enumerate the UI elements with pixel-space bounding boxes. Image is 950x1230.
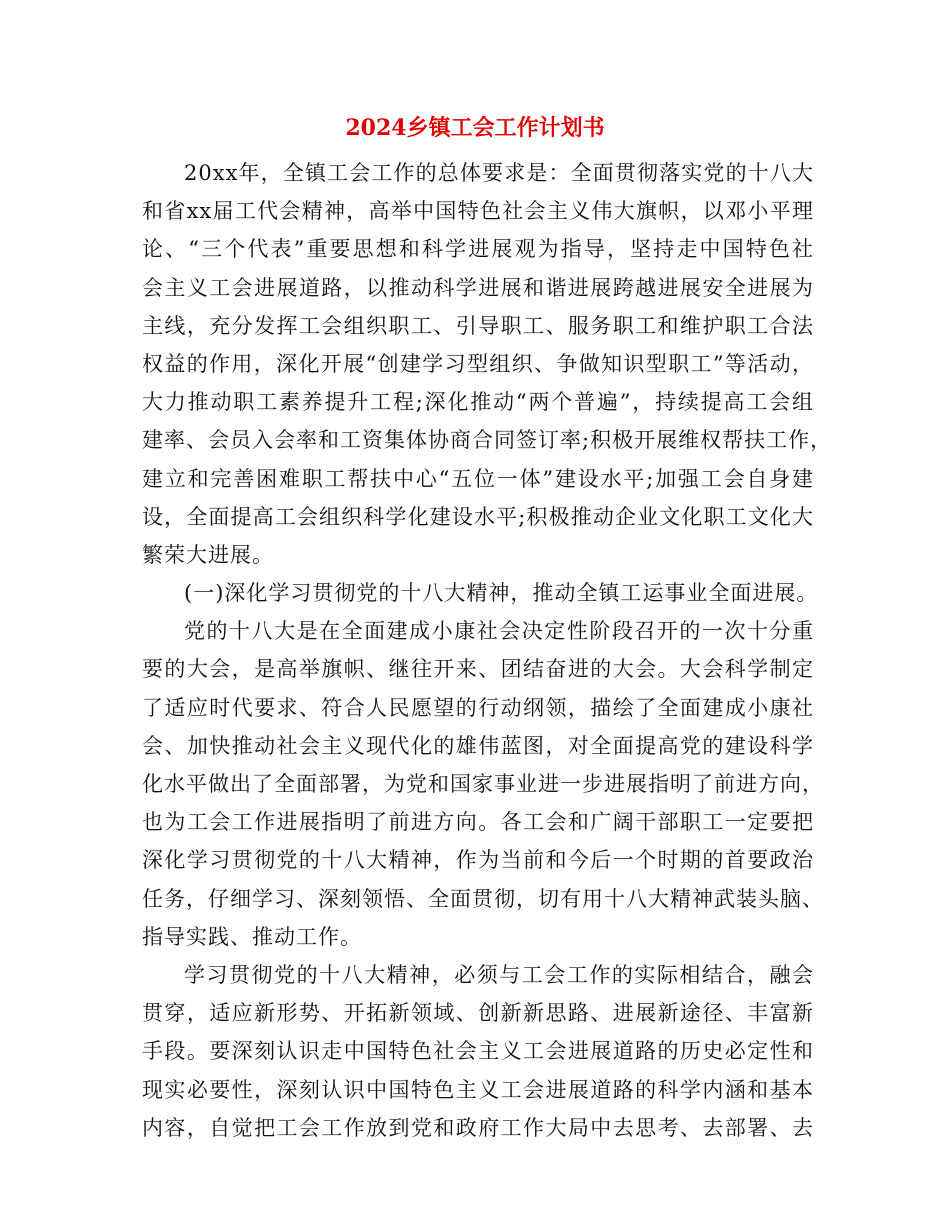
text-line: 建立和完善困难职工帮扶中心“五位一体”建设水平;加强工会自身建	[142, 466, 814, 491]
text-line: 设，全面提高工会组织科学化建设水平;积极推动企业文化职工文化大	[142, 504, 814, 529]
text-line: 指导实践、推动工作。	[142, 924, 362, 949]
text-line: 党的十八大是在全面建成小康社会决定性阶段召开的一次十分重	[184, 619, 814, 644]
text-line: 深化学习贯彻党的十八大精神，作为当前和今后一个时期的首要政治	[142, 848, 814, 873]
document-body	[142, 154, 833, 1147]
text-line: 权益的作用，深化开展“创建学习型组织、争做知识型职工”等活动，	[142, 351, 814, 376]
text-line: 主线，充分发挥工会组织职工、引导职工、服务职工和维护职工合法	[142, 313, 814, 338]
text-line: (一)深化学习贯彻党的十八大精神，推动全镇工运事业全面进展。	[184, 581, 819, 606]
text-line: 化水平做出了全面部署，为党和国家事业进一步进展指明了前进方向，	[142, 772, 824, 796]
text-line: 任务，仔细学习、深刻领悟、全面贯彻，切有用十八大精神武装头脑、	[142, 886, 824, 911]
text-line: 也为工会工作进展指明了前进方向。各工会和广阔干部职工一定要把	[142, 810, 814, 835]
text-line: 手段。要深刻认识走中国特色社会主义工会进展道路的历史必定性和	[142, 1039, 814, 1064]
text-line: 现实必要性，深刻认识中国特色主义工会进展道路的科学内涵和基本	[142, 1077, 814, 1102]
text-line: 了适应时代要求、符合人民愿望的行动纲领，描绘了全面建成小康社	[142, 695, 814, 720]
text-line: 和省xx届工代会精神，高举中国特色社会主义伟大旗帜，以邓小平理	[142, 199, 814, 224]
document-title: 2024乡镇工会工作计划书	[345, 115, 605, 141]
text-line: 内容，自觉把工会工作放到党和政府工作大局中去思考、去部署、去	[142, 1115, 814, 1140]
text-line: 建率、会员入会率和工资集体协商合同签订率;积极开展维权帮扶工作，	[142, 428, 833, 453]
text-line: 繁荣大进展。	[142, 542, 274, 567]
text-line: 会主义工会进展道路，以推动科学进展和谐进展跨越进展安全进展为	[142, 275, 814, 300]
text-line: 20xx年，全镇工会工作的总体要求是：全面贯彻落实党的十八大	[184, 161, 814, 185]
text-line: 会、加快推动社会主义现代化的雄伟蓝图，对全面提高党的建设科学	[142, 733, 814, 758]
text-line: 要的大会，是高举旗帜、继往开来、团结奋进的大会。大会科学制定	[142, 657, 814, 682]
text-line: 大力推动职工素养提升工程;深化推动“两个普遍”，持续提高工会组	[142, 390, 814, 415]
text-line: 学习贯彻党的十八大精神，必须与工会工作的实际相结合，融会	[184, 962, 814, 987]
text-line: 贯穿，适应新形势、开拓新领域、创新新思路、进展新途径、丰富新	[142, 1001, 814, 1026]
text-line: 论、“三个代表”重要思想和科学进展观为指导，坚持走中国特色社	[142, 237, 814, 262]
